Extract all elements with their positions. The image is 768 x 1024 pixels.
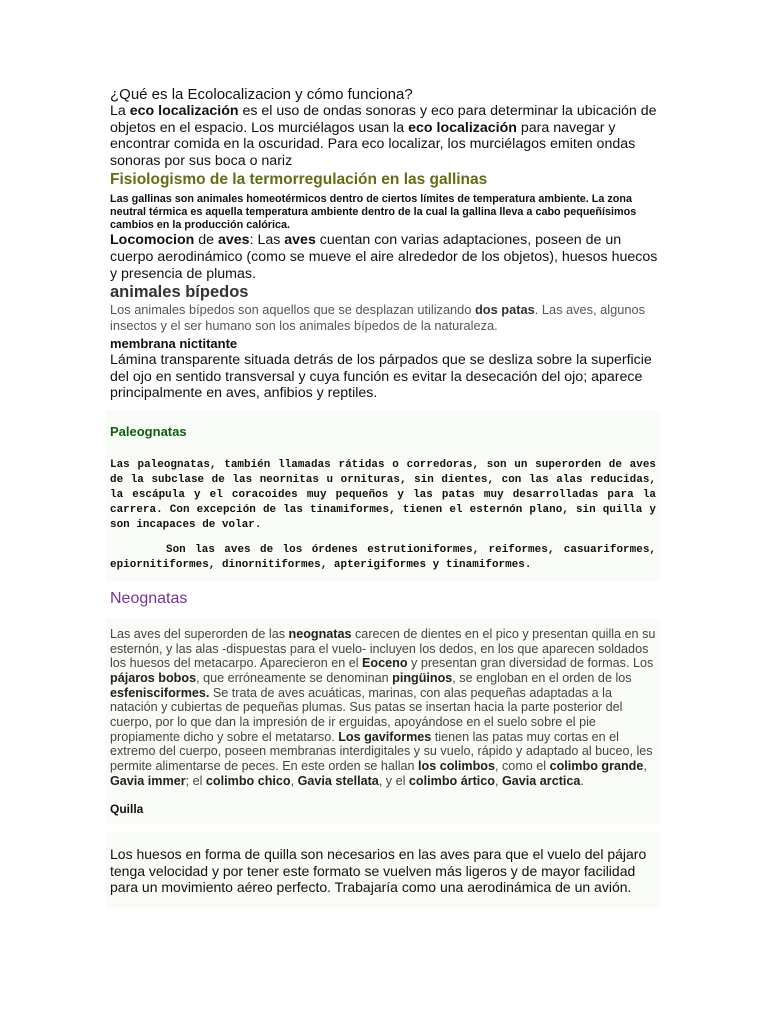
neognatas-box	[106, 618, 660, 824]
text-run: ,	[643, 758, 647, 773]
text-run: tienen las patas muy cortas en el extremo del cuerpo, poseen membranas interdigitales y su vuelo, rápido y adaptado al buceo, les permite alimentarse de peces. En este orden se hallan	[110, 729, 653, 773]
text-run: y presentan gran diversidad de formas. Los	[407, 656, 654, 671]
bold-term: colimbo chico	[205, 773, 291, 788]
document-page	[110, 86, 660, 908]
neognatas-heading: Neognatas	[110, 589, 188, 607]
paleognatas-heading: Paleognatas	[110, 423, 187, 439]
text-run: : Las	[249, 232, 285, 249]
text-run: , se engloban en el orden de los	[452, 670, 632, 685]
bold-term: eco localización	[408, 119, 517, 136]
bold-term: aves	[218, 232, 250, 249]
text-run: es el uso de ondas sonoras y eco para determinar la ubicación de objetos en el espacio. Los murciélagos usan la	[110, 103, 657, 136]
bold-term: aves	[284, 232, 316, 249]
bipeds-paragraph	[110, 302, 660, 333]
paleognatas-paragraph-2: Son las aves de los órdenes estrutioniformes, reiformes, casuariformes, epiornitiformes, dinornitiformes, apterigiformes y tinamiformes.	[110, 543, 656, 571]
text-run: La	[110, 103, 130, 119]
bold-term: Eoceno	[362, 656, 408, 671]
bold-term: pájaros bobos	[110, 670, 197, 685]
bipeds-heading: animales bípedos	[110, 283, 249, 302]
ecolocation-heading: ¿Qué es la Ecolocalizacion y cómo funciona?	[110, 86, 413, 103]
text-run: cuentan con varias adaptaciones, poseen de un cuerpo aerodinámico (como se mueve el aire alrededor de los objetos), huesos huecos y presencia de plumas.	[110, 232, 658, 282]
bold-term: esfenisciformes.	[110, 685, 210, 700]
text-run: ; el	[185, 773, 206, 788]
nictitating-paragraph: Lámina transparente situada detrás de los párpados que se desliza sobre la superficie del ojo en sentido transversal y cuya función es evitar la desecación del ojo; aparece principalmente en aves, anfibios y reptiles.	[110, 352, 652, 402]
ecolocation-paragraph	[110, 103, 660, 169]
bold-term: neognatas	[288, 626, 352, 641]
nictitating-heading: membrana nictitante	[110, 336, 238, 352]
text-run: . Las aves, algunos insectos y el ser humano son los animales bípedos de la naturaleza.	[110, 302, 645, 333]
text-run: Las aves del superorden de las	[110, 626, 289, 641]
quilla-box	[106, 832, 660, 908]
text-run: , y el	[378, 773, 409, 788]
bold-term: los colimbos	[418, 758, 496, 773]
bold-term: colimbo ártico	[408, 773, 495, 788]
thermoregulation-paragraph: Las gallinas son animales homeotérmicos dentro de ciertos límites de temperatura ambiente. La zona neutral térmica es aquella temperatura ambiente dentro de la cual la gallina lleva a cabo pequeñísimos cambios en la producción calórica.	[110, 193, 637, 232]
bold-term: eco localización	[129, 103, 239, 119]
quilla-heading: Quilla	[110, 802, 144, 817]
thermoregulation-heading: Fisiologismo de la termorregulación en las gallinas	[110, 171, 488, 189]
text-run: carecen de dientes en el pico y presentan quilla en su esternón, y las alas -dispuestas para el vuelo- incluyen los dedos, en los que aparecen soldados los huesos del metacarpo. Aparecieron en el	[110, 626, 656, 671]
bold-term: dos patas	[474, 302, 535, 318]
paleognatas-box	[106, 410, 660, 581]
neognatas-paragraph	[110, 627, 656, 788]
text-run: , que erróneamente se denominan	[196, 670, 393, 685]
text-run: de	[194, 232, 219, 249]
text-run: ,	[495, 773, 502, 788]
text-run: .	[580, 773, 584, 788]
text-run: para navegar y encontrar comida en la oscuridad. Para eco localizar, los murciélagos emiten ondas sonoras por sus boca o nariz	[110, 119, 636, 169]
bold-term: pingüinos	[392, 670, 453, 685]
text-run: , como el	[495, 758, 550, 773]
paleognatas-paragraph-1: Las paleognatas, también llamadas rátidas o corredoras, son un superorden de aves de la subclase de las neornitas u ornituras, sin dientes, con las alas reducidas, la escápula y el coracoides muy pequeños y las patas muy desarrolladas para la carrera. Con excepción de las tinamiformes, tienen el esternón plano, sin quilla y son incapaces de volar.	[110, 458, 656, 531]
bold-term: Locomocion	[110, 232, 195, 249]
quilla-paragraph: Los huesos en forma de quilla son necesarios en las aves para que el vuelo del pájaro tenga velocidad y por tener este formato se vuelven más ligeros y de mayor facilidad para un movimiento aéreo perfecto. Trabajaría como una aerodinámica de un avión.	[110, 846, 647, 896]
locomotion-paragraph	[110, 232, 660, 282]
bold-term: Gavia arctica	[502, 773, 581, 788]
text-run: ,	[290, 773, 298, 788]
bold-term: Los gaviformes	[338, 729, 432, 744]
text-run: Se trata de aves acuáticas, marinas, con alas pequeñas adaptadas a la natación y cubiertas de pequeñas plumas. Sus patas se insertan hacia la parte posterior del cuerpo, por lo que dan la impresión de ir erguidas, apoyándose en el suelo sobre el pie propiamente dicho y sobre el metatarso.	[110, 685, 623, 744]
bold-term: colimbo grande	[549, 758, 644, 773]
text-run: Los animales bípedos son aquellos que se desplazan utilizando	[110, 302, 475, 318]
bold-term: Gavia stellata	[297, 773, 379, 788]
bold-term: Gavia immer	[110, 773, 186, 788]
